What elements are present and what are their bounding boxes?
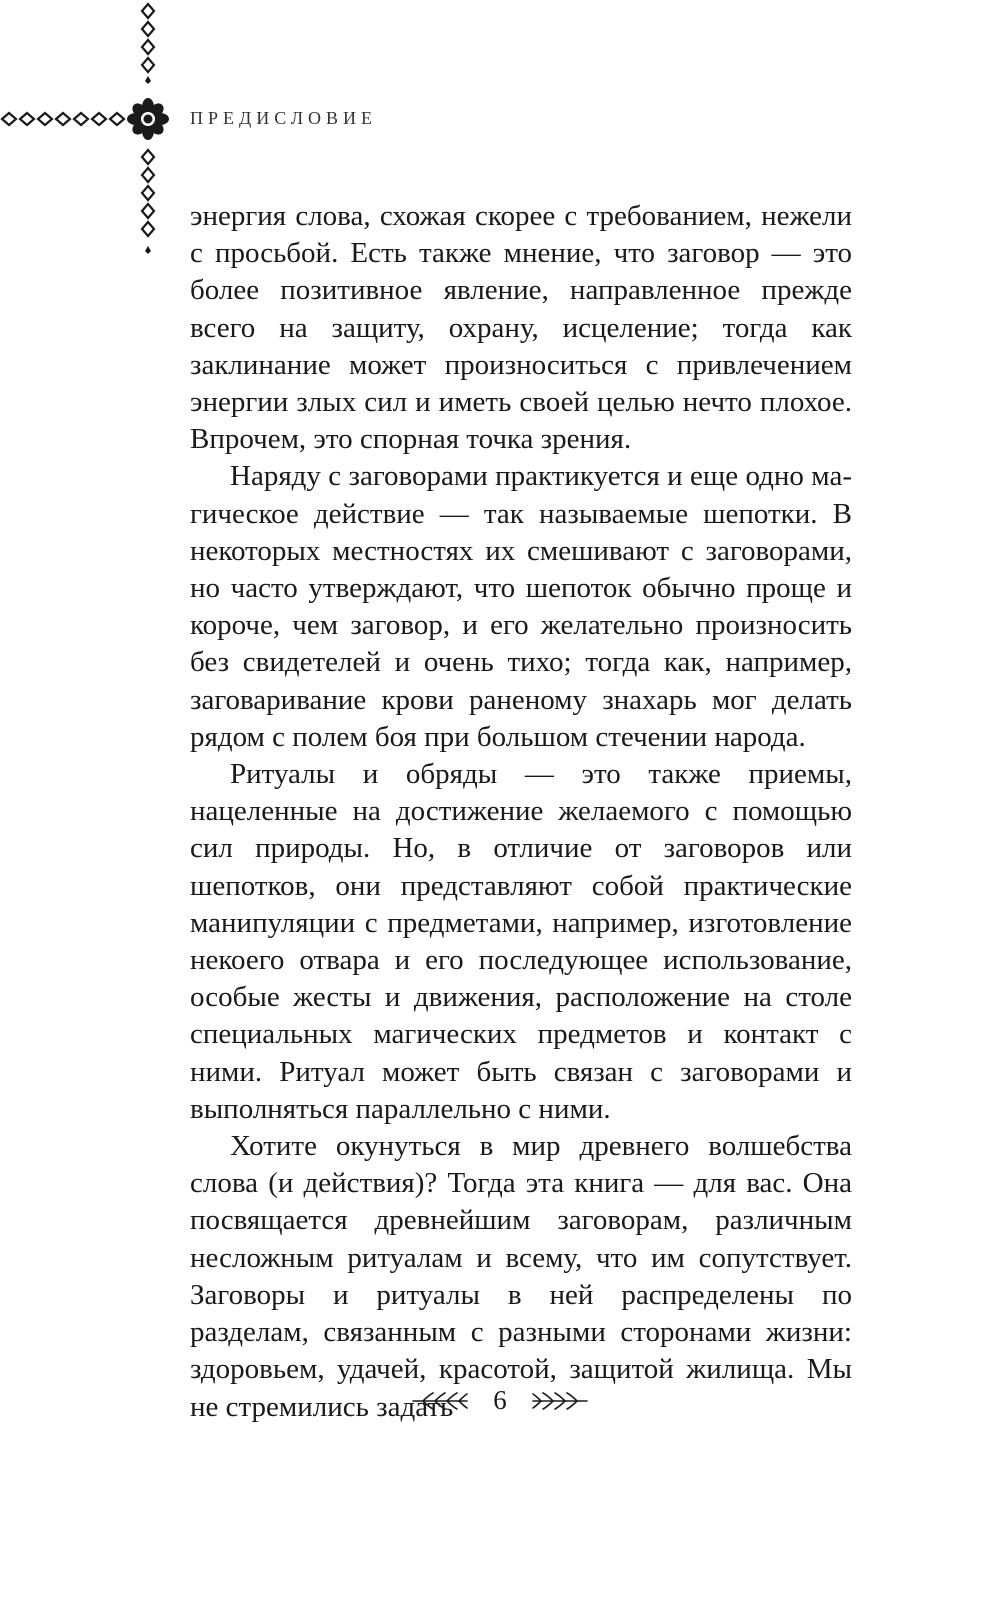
paragraph: энергия слова, схожая скорее с требованием, нежели с просьбой. Есть также мнение, что заговор — это более позитивное явление, направленное прежде всего на защиту, охрану, исцеление; тогда как заклинание может произноситься с привлечением энергии злых сил и иметь своей целью нечто плохое. Впрочем, это спорная точка зрения.	[190, 200, 852, 456]
floral-cross-ornament-icon	[0, 92, 180, 146]
paragraph: Ритуалы и обряды — это также приемы, нацеленные на достижение желаемого с помощью сил природы. Но, в отличие от заговоров или шепотков, они представляют собой практические манипуляции с предметами, например, изготовление некоего отвара и его последующее использование, особые жесты и движения, расположение на столе специальных магических предметов и контакт с ними. Ритуал может быть связан с заговорами и выполняться параллельно с ними.	[190, 758, 852, 1125]
body-text	[190, 198, 852, 1426]
page-number: 6	[493, 1385, 507, 1415]
page-footer	[0, 1385, 1000, 1416]
paragraph: Хотите окунуться в мир древнего волшебства слова (и действия)? Тогда эта книга — для вас. Она посвящается древнейшим заговорам, различным несложным ритуалам и всему, что им сопутствует. Заговоры и ритуалы в ней распределены по разделам, связанным с разными сторонами жизни: здоровьем, удачей, красотой, защитой жилища. Мы не стремились задать	[190, 1130, 852, 1423]
left-sprig-ornament-icon	[411, 1389, 471, 1413]
paragraph: Наряду с заговорами практикуется и еще одно магическое действие — так называемые шепотки. В некоторых местностях их смешивают с заговорами, но часто утверждают, что шепоток обычно проще и короче, чем заговор, и его желательно произносить без свидетелей и очень тихо; тогда как, например, заговаривание крови раненому знахарь мог делать рядом с полем боя при большом стечении народа.	[190, 460, 852, 753]
right-sprig-ornament-icon	[529, 1389, 589, 1413]
running-header-title: ПРЕДИСЛОВИЕ	[190, 108, 378, 128]
